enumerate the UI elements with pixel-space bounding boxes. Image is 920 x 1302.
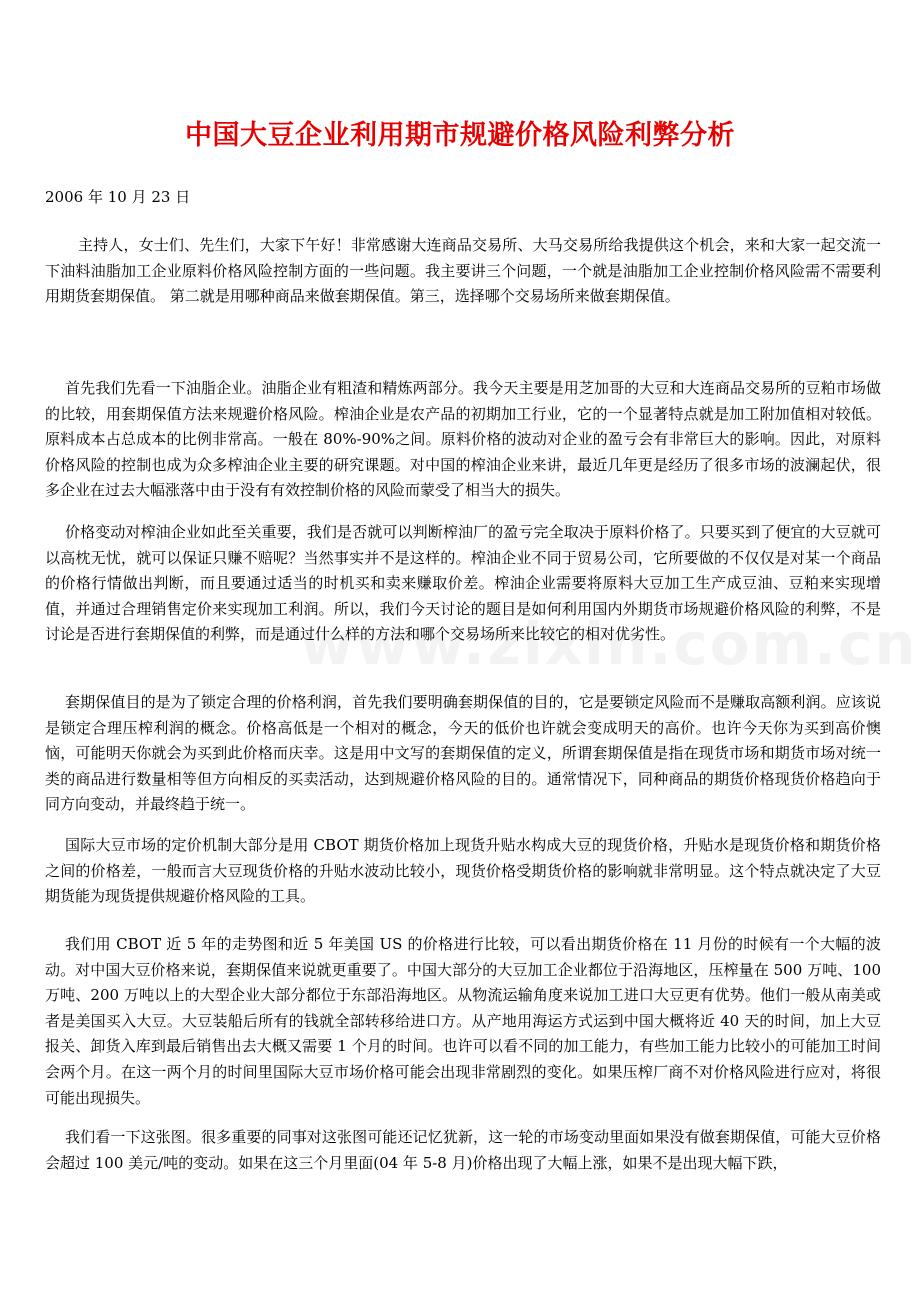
document-title: 中国大豆企业利用期市规避价格风险利弊分析 (185, 120, 735, 151)
document-date: 2006 年 10 月 23 日 (45, 188, 191, 206)
paragraph-7: 我们看一下这张图。很多重要的同事对这张图可能还记忆犹新，这一轮的市场变动里面如果没有做套期保值，可能大豆价格会超过 100 美元/吨的变动。如果在这三个月里面(04 年 5-8 月)价格出现了大幅上涨，如果不是出现大幅下跌， (45, 1128, 881, 1172)
paragraph-1: 主持人，女士们、先生们，大家下午好！非常感谢大连商品交易所、大马交易所给我提供这个机会，来和大家一起交流一下油料油脂加工企业原料价格风险控制方面的一些问题。我主要讲三个问题，一个就是油脂加工企业控制价格风险需不需要利用期货套期保值。 第二就是用哪种商品来做套期保值。第三，选择哪个交易场所来做套期保值。 (45, 236, 881, 306)
paragraph-4: 套期保值目的是为了锁定合理的价格利润，首先我们要明确套期保值的目的，它是要锁定风险而不是赚取高额利润。应该说是锁定合理压榨利润的概念。价格高低是一个相对的概念，今天的低价也许就会变成明天的高价。也许今天你为买到高价懊恼，可能明天你就会为买到此价格而庆幸。这是用中文写的套期保值的定义，所谓套期保值是指在现货市场和期货市场对统一类的商品进行数量相等但方向相反的买卖活动，达到规避价格风险的目的。通常情况下，同种商品的期货价格现货价格趋向于同方向变动，并最终趋于统一。 (45, 693, 881, 814)
paragraph-2: 首先我们先看一下油脂企业。油脂企业有粗渣和精炼两部分。我今天主要是用芝加哥的大豆和大连商品交易所的豆粕市场做的比较，用套期保值方法来规避价格风险。榨油企业是农产品的初期加工行业，它的一个显著特点就是加工附加值相对较低。原料成本占总成本的比例非常高。一般在 80%-90%之间。原料价格的波动对企业的盈亏会有非常巨大的影响。因此，对原料价格风险的控制也成为众多榨油企业主要的研究课题。对中国的榨油企业来讲，最近几年更是经历了很多市场的波澜起伏，很多企业在过去大幅涨落中由于没有有效控制价格的风险而蒙受了相当大的损失。 (45, 379, 881, 500)
paragraph-5: 国际大豆市场的定价机制大部分是用 CBOT 期货价格加上现货升贴水构成大豆的现货价格，升贴水是现货价格和期货价格之间的价格差，一般而言大豆现货价格的升贴水波动比较小，现货价格受期货价格的影响就非常明显。这个特点就决定了大豆期货能为现货提供规避价格风险的工具。 (45, 836, 881, 906)
paragraph-3: 价格变动对榨油企业如此至关重要，我们是否就可以判断榨油厂的盈亏完全取决于原料价格了。只要买到了便宜的大豆就可以高枕无忧，就可以保证只赚不赔呢？当然事实并不是这样的。榨油企业不同于贸易公司，它所要做的不仅仅是对某一个商品的价格行情做出判断，而且要通过适当的时机买和卖来赚取价差。榨油企业需要将原料大豆加工生产成豆油、豆粕来实现增值，并通过合理销售定价来实现加工利润。所以，我们今天讨论的题目是如何利用国内外期货市场规避价格风险的利弊，不是讨论是否进行套期保值的利弊，而是通过什么样的方法和哪个交易场所来比较它的相对优劣性。 (45, 523, 881, 644)
paragraph-6: 我们用 CBOT 近 5 年的走势图和近 5 年美国 US 的价格进行比较，可以看出期货价格在 11 月份的时候有一个大幅的波动。对中国大豆价格来说，套期保值来说就更重要了。中国大部分的大豆加工企业都位于沿海地区，压榨量在 500 万吨、100 万吨、200 万吨以上的大型企业大部分都位于东部沿海地区。从物流运输角度来说加工进口大豆更有优势。他们一般从南美或者是美国买入大豆。大豆装船后所有的钱就全部转移给进口方。从产地用海运方式运到中国大概将近 40 天的时间，加上大豆报关、卸货入库到最后销售出去大概又需要 1 个月的时间。也许可以看不同的加工能力，有些加工能力比较小的可能加工时间会两个月。在这一两个月的时间里国际大豆市场价格可能会出现非常剧烈的变化。如果压榨厂商不对价格风险进行应对，将很可能出现损失。 (45, 935, 881, 1107)
